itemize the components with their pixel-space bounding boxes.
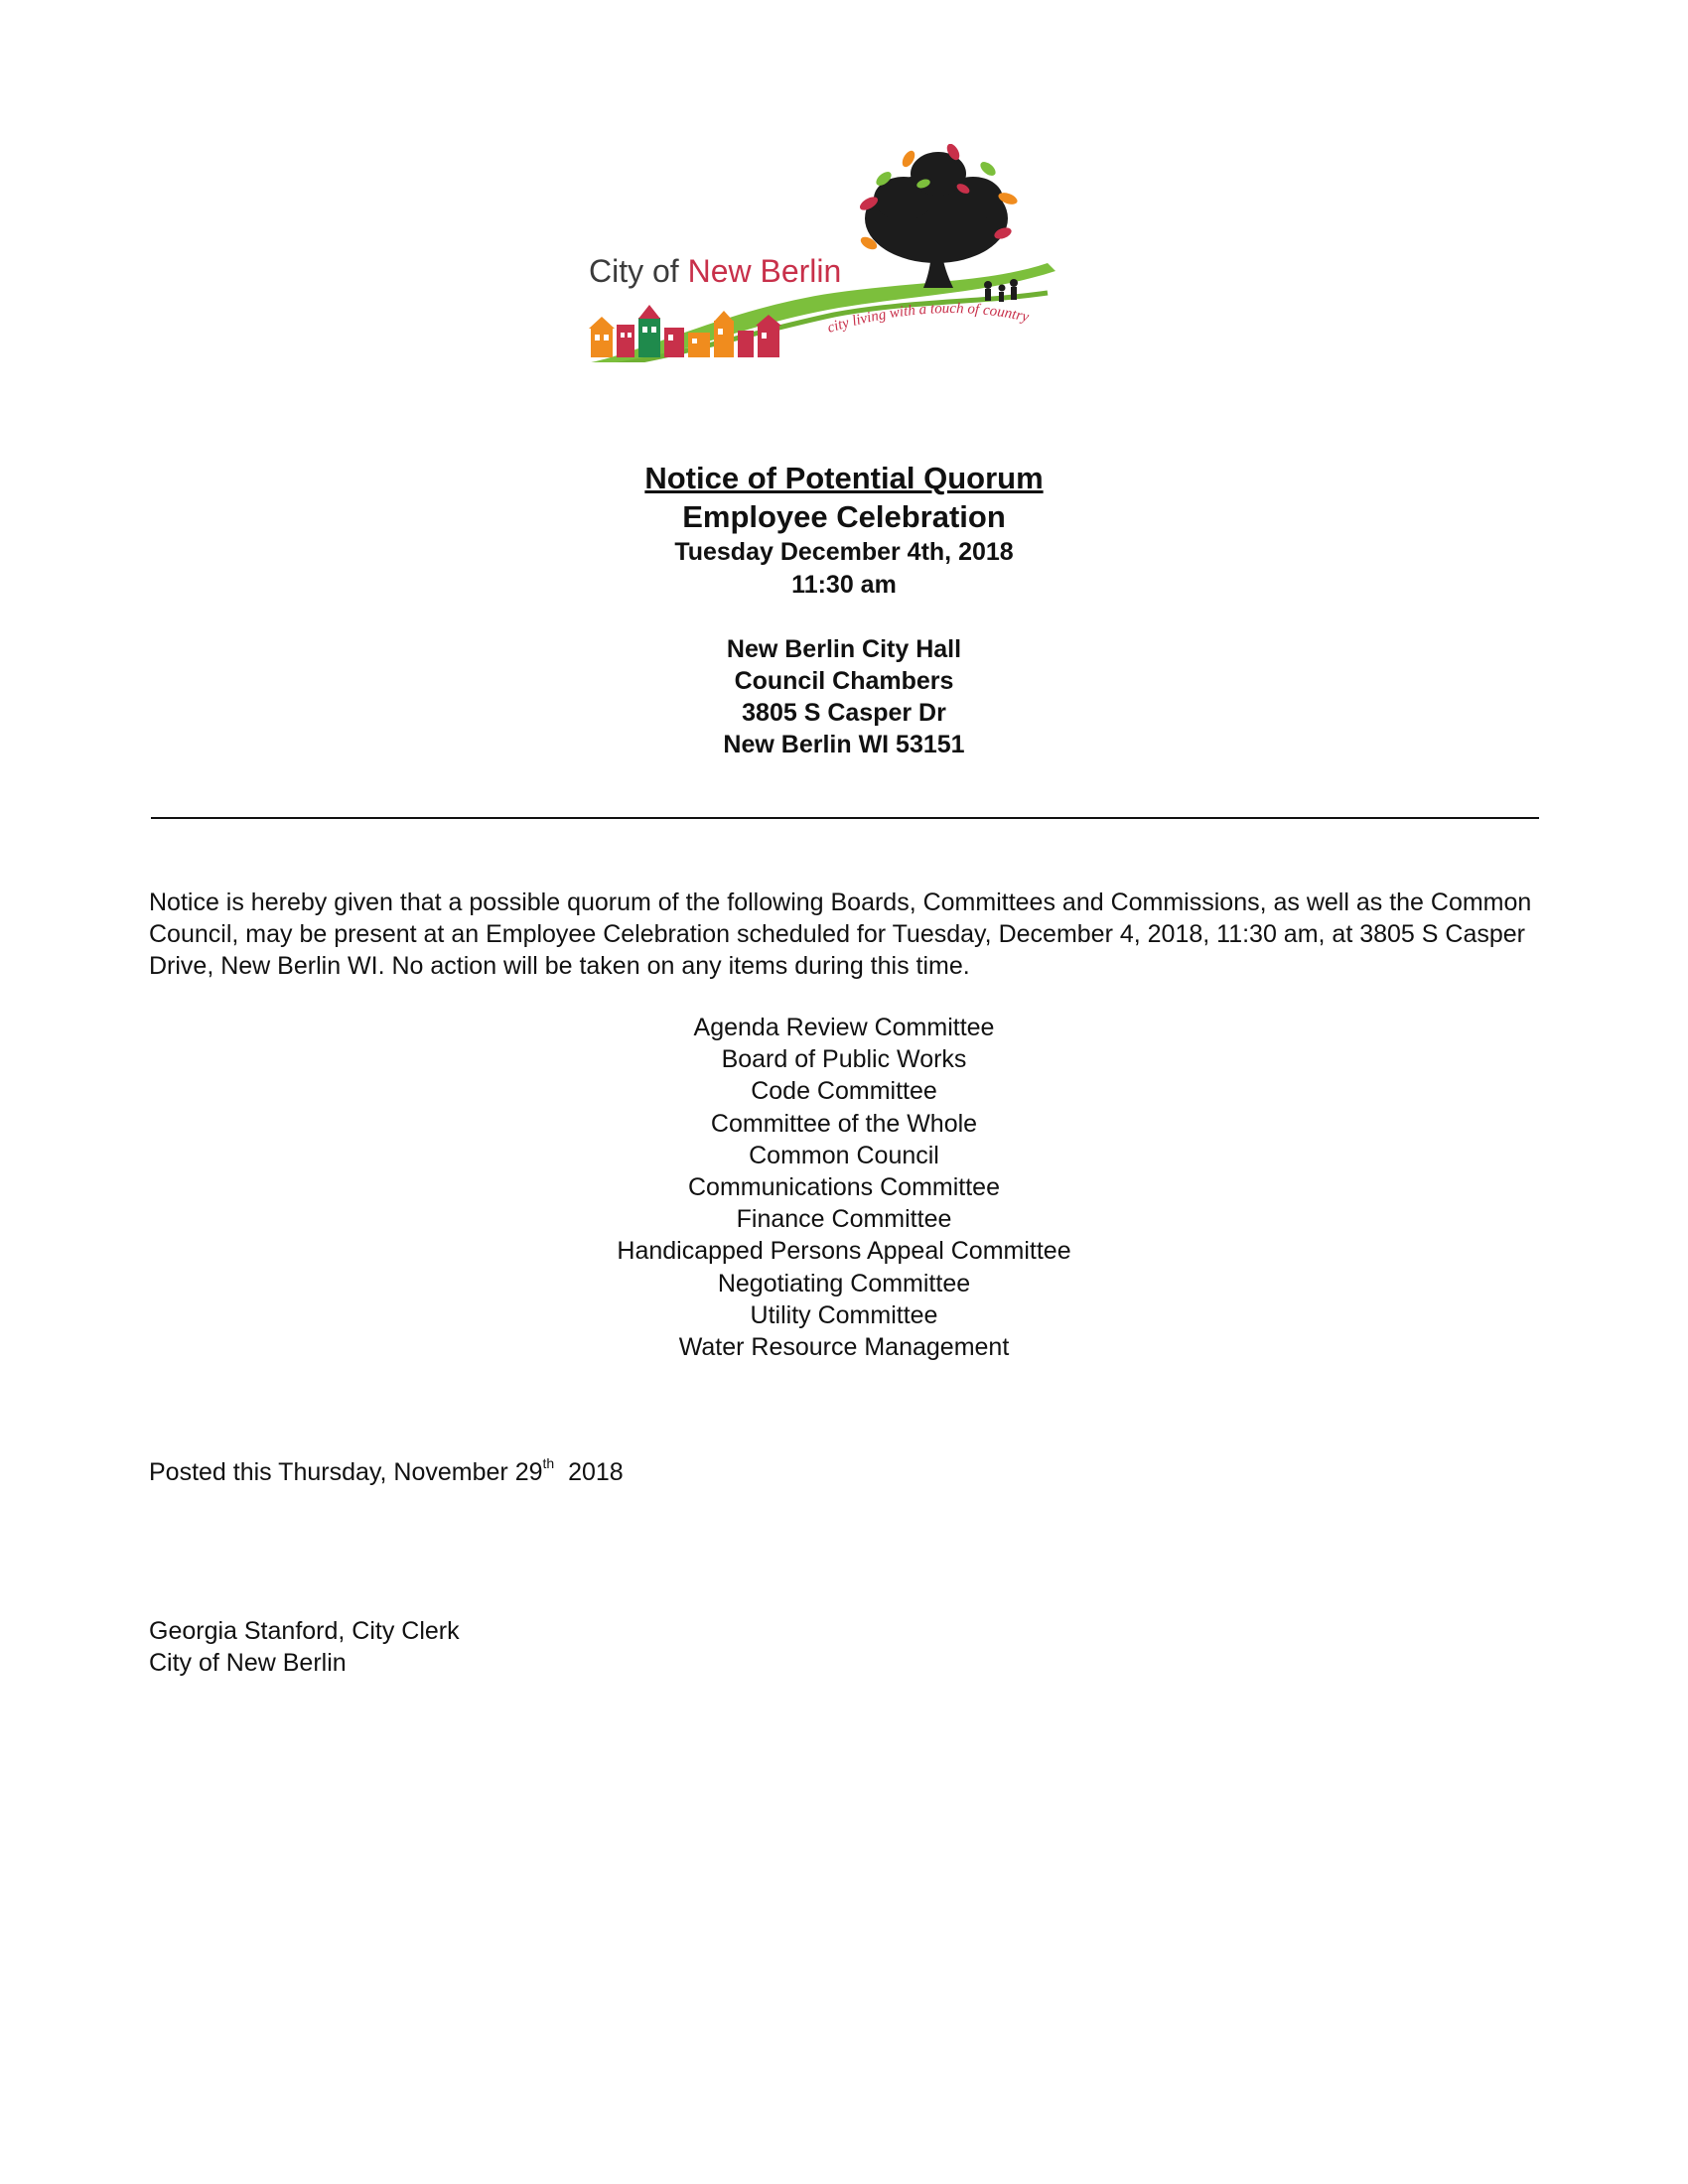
list-item: Communications Committee — [688, 1173, 1000, 1202]
event-date: Tuesday December 4th, 2018 — [674, 538, 1014, 566]
list-item: Common Council — [749, 1141, 939, 1169]
event-name: Employee Celebration — [682, 499, 1006, 534]
posted-date — [149, 1456, 624, 1488]
logo-tagline-graphic — [581, 144, 1067, 362]
list-item: Finance Committee — [736, 1205, 952, 1234]
list-item: Board of Public Works — [721, 1045, 967, 1074]
list-item: Negotiating Committee — [717, 1269, 971, 1297]
posted-prefix: Posted this Thursday, November 29 — [149, 1458, 543, 1486]
notice-title: Notice of Potential Quorum — [644, 461, 1044, 495]
posted-year: 2018 — [568, 1458, 624, 1486]
signatory-name: Georgia Stanford, City Clerk — [149, 1617, 460, 1645]
list-item: Utility Committee — [750, 1300, 938, 1329]
list-item: Code Committee — [751, 1077, 937, 1106]
signature-block — [149, 1615, 460, 1679]
event-address — [0, 633, 1688, 760]
city-logo — [581, 144, 1067, 362]
list-item: Committee of the Whole — [710, 1109, 978, 1138]
logo-city-name-highlight: New Berlin — [687, 253, 842, 289]
horizontal-divider — [151, 817, 1539, 819]
committee-list — [0, 1012, 1688, 1363]
notice-header — [0, 459, 1688, 760]
address-line: New Berlin City Hall — [726, 635, 962, 663]
posted-ordinal-suffix: th — [542, 1455, 555, 1471]
logo-city-prefix: City of — [589, 253, 679, 289]
event-time: 11:30 am — [791, 571, 897, 599]
svg-text:city living with a touch of co — [825, 301, 1030, 337]
notice-body-text: Notice is hereby given that a possible quorum of the following Boards, Committees and Commissions, as well as the Common Council, may be present at an Employee Celebration scheduled for Tuesday, December 4, 2018, 11:30 am, at 3805 S Casper Drive, New Berlin WI. No action will be taken on any items during this time. — [149, 888, 1532, 980]
list-item: Handicapped Persons Appeal Committee — [617, 1237, 1071, 1266]
address-line: Council Chambers — [734, 667, 954, 695]
list-item: Water Resource Management — [678, 1333, 1010, 1362]
logo-tagline: city living with a touch of country — [825, 301, 1031, 337]
list-item: Agenda Review Committee — [693, 1014, 995, 1041]
address-line: 3805 S Casper Dr — [742, 699, 946, 727]
signatory-organization: City of New Berlin — [149, 1649, 347, 1677]
address-line: New Berlin WI 53151 — [723, 731, 965, 758]
